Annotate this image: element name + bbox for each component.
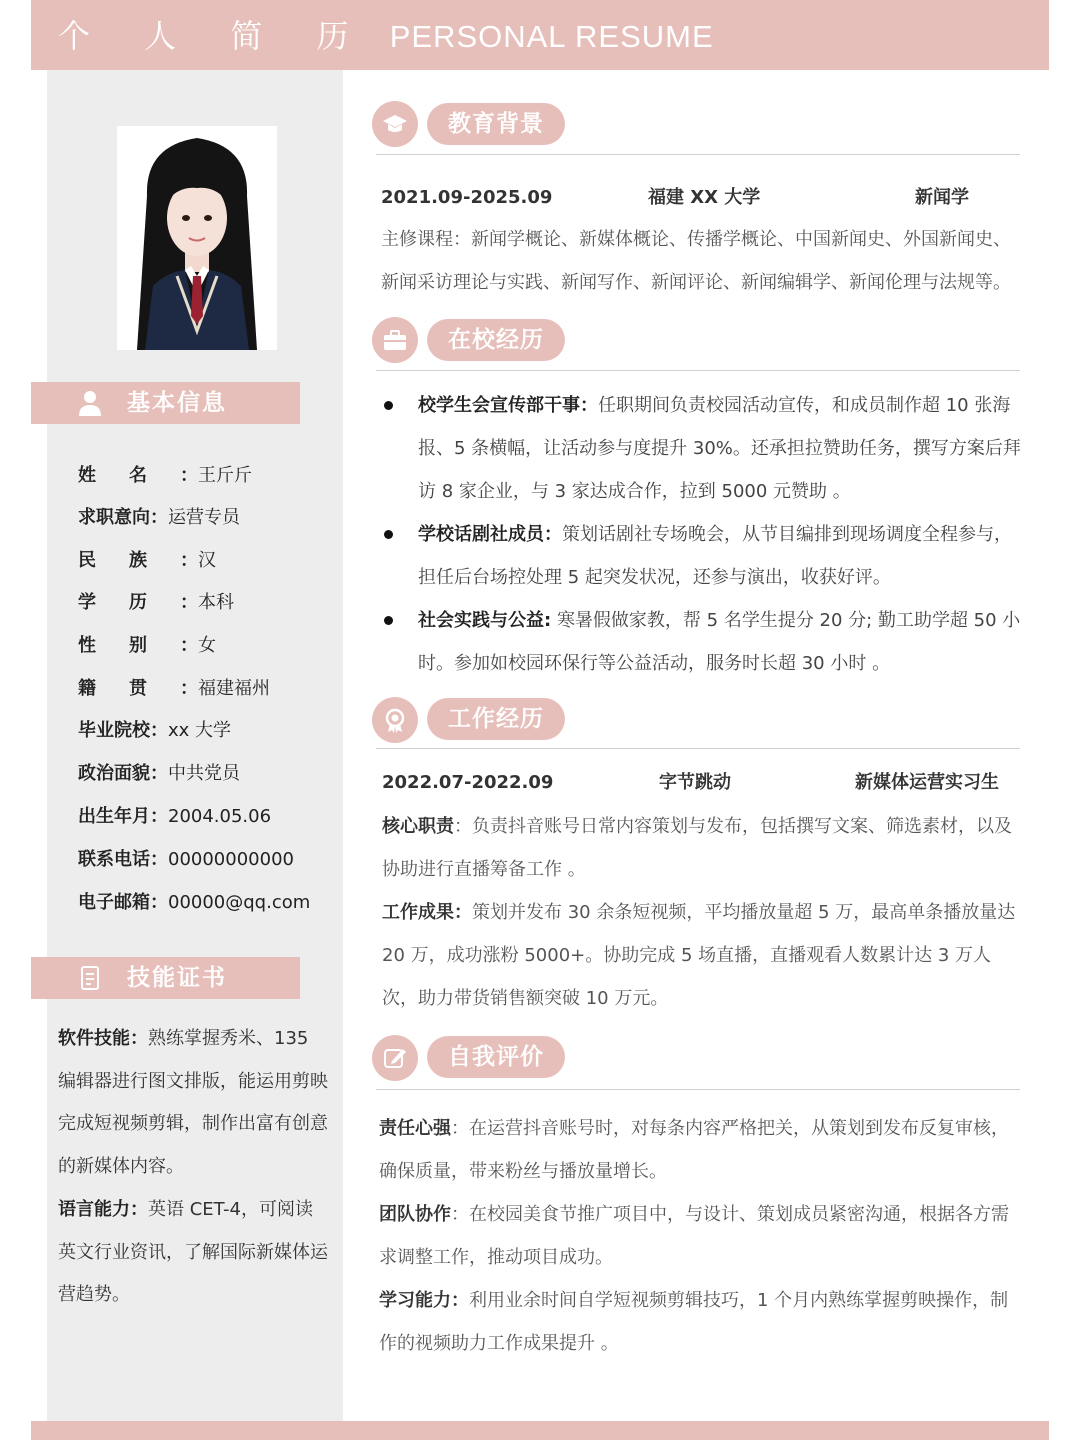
footer-band: [31, 1421, 1049, 1440]
profile-photo: [117, 126, 277, 350]
campus-icon-circle: [372, 317, 418, 363]
campus-heading: 在校经历: [427, 319, 565, 361]
bullet-dot: [384, 530, 393, 539]
portrait-image: [117, 126, 277, 350]
info-label: 民族: [78, 550, 180, 571]
bullet-dot: [384, 401, 393, 410]
info-row-name: 姓名：王斤斤: [78, 461, 252, 491]
basic-info-heading: [31, 382, 300, 424]
info-value: 福建福州: [198, 678, 270, 699]
campus-item-label: 校学生会宣传部干事: [418, 395, 580, 416]
work-results: 工作成果：策划并发布 30 余条短视频，平均播放量超 5 万，最高单条播放量达 20 万，成功涨粉 5000+。协助完成 5 场直播，直播观看人数累计达 3 万人次，助力带货销售额突破 10 万元。: [382, 902, 1016, 1009]
skill-label: 软件技能: [58, 1028, 130, 1049]
info-row-school: 毕业院校：xx 大学: [78, 716, 231, 746]
skills-heading: [31, 957, 300, 999]
education-period: 2021.09-2025.09: [381, 187, 553, 208]
skill-label: 语言能力: [58, 1198, 130, 1220]
work-period: 2022.07-2022.09: [382, 772, 554, 793]
self-eval-label: 学习能力: [379, 1290, 451, 1311]
info-value: 汉: [198, 550, 216, 571]
info-value: 中共党员: [168, 763, 240, 784]
info-label: 籍贯: [78, 678, 180, 699]
info-row-education: 学历：本科: [78, 588, 234, 618]
graduation-cap-icon: [381, 110, 409, 138]
skill-text: 英语 CET-4，可阅读英文行业资讯，了解国际新媒体运营趋势。: [58, 1198, 328, 1306]
self-eval-icon-circle: [372, 1035, 418, 1081]
info-row-email: 电子邮箱：00000@qq.com: [78, 888, 310, 918]
info-label: 电子邮箱: [78, 892, 150, 913]
duties-label: 核心职责: [382, 816, 454, 837]
info-value: 女: [198, 635, 216, 656]
self-eval-item: 学习能力：利用业余时间自学短视频剪辑技巧，1 个月内熟练掌握剪映操作，制作的视频助力工作成果提升 。: [379, 1290, 1009, 1354]
work-icon-circle: [372, 697, 418, 743]
self-eval-item: 团队协作：在校园美食节推广项目中，与设计、策划成员紧密沟通，根据各方需求调整工作，推动项目成功。: [379, 1204, 1009, 1268]
campus-item: 社会实践与公益: 寒暑假做家教，帮 5 名学生提分 20 分; 勤工助学超 50 小时。参加如校园环保行等公益活动，服务时长超 30 小时 。: [381, 599, 1021, 685]
campus-item: 校学生会宣传部干事：任职期间负责校园活动宣传，和成员制作超 10 张海报、5 条横幅，让活动参与度提升 30%。还承担拉赞助任务，撰写方案后拜访 8 家企业，与 3 家达成合作，拉到 5000 元赞助 。: [381, 384, 1021, 513]
info-row-ethnicity: 民族：汉: [78, 546, 216, 576]
divider: [376, 1089, 1020, 1090]
basic-info-heading-text: 基本信息: [127, 390, 227, 416]
info-label: 性别: [78, 635, 180, 656]
courses-text: 新闻学概论、新媒体概论、传播学概论、中国新闻史、外国新闻史、新闻采访理论与实践、新闻写作、新闻评论、新闻编辑学、新闻伦理与法规等。: [381, 229, 1011, 293]
divider: [376, 370, 1020, 371]
resume-title: [58, 14, 714, 58]
info-label: 政治面貌: [78, 763, 150, 784]
info-value: 00000@qq.com: [168, 892, 311, 913]
work-heading: 工作经历: [427, 698, 565, 740]
info-row-gender: 性别：女: [78, 631, 216, 661]
self-eval-label: 责任心强: [379, 1118, 451, 1139]
campus-item: 学校话剧社成员：策划话剧社专场晚会，从节目编排到现场调度全程参与，担任后台场控处理 5 起突发状况，还参与演出，收获好评。: [381, 513, 1021, 599]
self-eval-text: 在校园美食节推广项目中，与设计、策划成员紧密沟通，根据各方需求调整工作，推动项目成功。: [379, 1204, 1009, 1268]
resume-title-en: PERSONAL RESUME: [389, 19, 714, 54]
skills-heading-text: 技能证书: [127, 965, 227, 991]
info-label: 求职意向: [78, 507, 150, 528]
work-company: 字节跳动: [659, 772, 731, 793]
work-details: [382, 805, 1022, 1020]
info-value: 2004.05.06: [168, 806, 272, 827]
info-value: 王斤斤: [198, 465, 252, 486]
self-eval-item: 责任心强：在运营抖音账号时，对每条内容严格把关，从策划到发布反复审核，确保质量，带来粉丝与播放量增长。: [379, 1118, 1009, 1182]
info-value: 本科: [198, 592, 234, 613]
info-label: 学历: [78, 592, 180, 613]
info-label: 毕业院校: [78, 720, 150, 741]
briefcase-icon: [381, 326, 409, 354]
divider: [376, 154, 1020, 155]
self-eval-list: [379, 1107, 1019, 1365]
info-label: 联系电话: [78, 849, 150, 870]
work-position: 新媒体运营实习生: [855, 772, 999, 793]
campus-list: [381, 384, 1021, 685]
info-row-hometown: 籍贯：福建福州: [78, 674, 270, 704]
info-label: 姓名: [78, 465, 180, 486]
results-text: 策划并发布 30 余条短视频，平均播放量超 5 万，最高单条播放量达 20 万，成功涨粉 5000+。协助完成 5 场直播，直播观看人数累计达 3 万人次，助力带货销售额突破 10 万元。: [382, 902, 1016, 1009]
campus-item-text: 寒暑假做家教，帮 5 名学生提分 20 分; 勤工助学超 50 小时。参加如校园环保行等公益活动，服务时长超 30 小时 。: [418, 610, 1021, 674]
info-label: 出生年月: [78, 806, 150, 827]
education-courses: [381, 218, 1021, 304]
education-heading: 教育背景: [427, 103, 565, 145]
skill-item: 语言能力：英语 CET-4，可阅读英文行业资讯，了解国际新媒体运营趋势。: [58, 1198, 328, 1306]
info-row-job-intention: 求职意向：运营专员: [78, 503, 240, 533]
campus-item-text: 任职期间负责校园活动宣传，和成员制作超 10 张海报、5 条横幅，让活动参与度提升 30%。还承担拉赞助任务，撰写方案后拜访 8 家企业，与 3 家达成合作，拉到 5000 元赞助 。: [418, 395, 1021, 502]
self-eval-text: 在运营抖音账号时，对每条内容严格把关，从策划到发布反复审核，确保质量，带来粉丝与播放量增长。: [379, 1118, 1009, 1182]
skills-list: [58, 1018, 330, 1317]
certificate-icon: [75, 963, 105, 993]
info-value: 运营专员: [168, 507, 240, 528]
campus-item-label: 学校话剧社成员: [418, 524, 544, 545]
resume-title-cn: 个 人 简 历: [58, 17, 371, 55]
self-eval-text: 利用业余时间自学短视频剪辑技巧，1 个月内熟练掌握剪映操作，制作的视频助力工作成果提升 。: [379, 1290, 1009, 1354]
bullet-dot: [384, 616, 393, 625]
info-value: 00000000000: [168, 849, 294, 870]
work-duties: 核心职责：负责抖音账号日常内容策划与发布，包括撰写文案、筛选素材，以及协助进行直播筹备工作 。: [382, 816, 1012, 880]
info-row-phone: 联系电话：00000000000: [78, 845, 294, 875]
skill-text: 熟练掌握秀米、135 编辑器进行图文排版，能运用剪映完成短视频剪辑，制作出富有创意的新媒体内容。: [58, 1028, 328, 1178]
self-eval-heading: 自我评价: [427, 1036, 565, 1078]
info-value: xx 大学: [168, 720, 232, 741]
duties-text: 负责抖音账号日常内容策划与发布，包括撰写文案、筛选素材，以及协助进行直播筹备工作 。: [382, 816, 1012, 880]
education-major: 新闻学: [915, 187, 969, 208]
self-eval-label: 团队协作: [379, 1204, 451, 1225]
divider: [376, 748, 1020, 749]
edit-icon: [381, 1044, 409, 1072]
results-label: 工作成果: [382, 902, 454, 923]
info-row-politics: 政治面貌：中共党员: [78, 759, 240, 789]
info-row-birth: 出生年月：2004.05.06: [78, 802, 271, 832]
user-icon: [75, 388, 105, 418]
education-icon-circle: [372, 101, 418, 147]
campus-item-text: 策划话剧社专场晚会，从节目编排到现场调度全程参与，担任后台场控处理 5 起突发状况，还参与演出，收获好评。: [418, 524, 1012, 588]
skill-item: 软件技能：熟练掌握秀米、135 编辑器进行图文排版，能运用剪映完成短视频剪辑，制作出富有创意的新媒体内容。: [58, 1028, 328, 1178]
courses-label: 主修课程：: [381, 229, 471, 250]
campus-item-label: 社会实践与公益: [418, 610, 544, 631]
medal-icon: [381, 706, 409, 734]
education-school: 福建 XX 大学: [648, 187, 761, 208]
